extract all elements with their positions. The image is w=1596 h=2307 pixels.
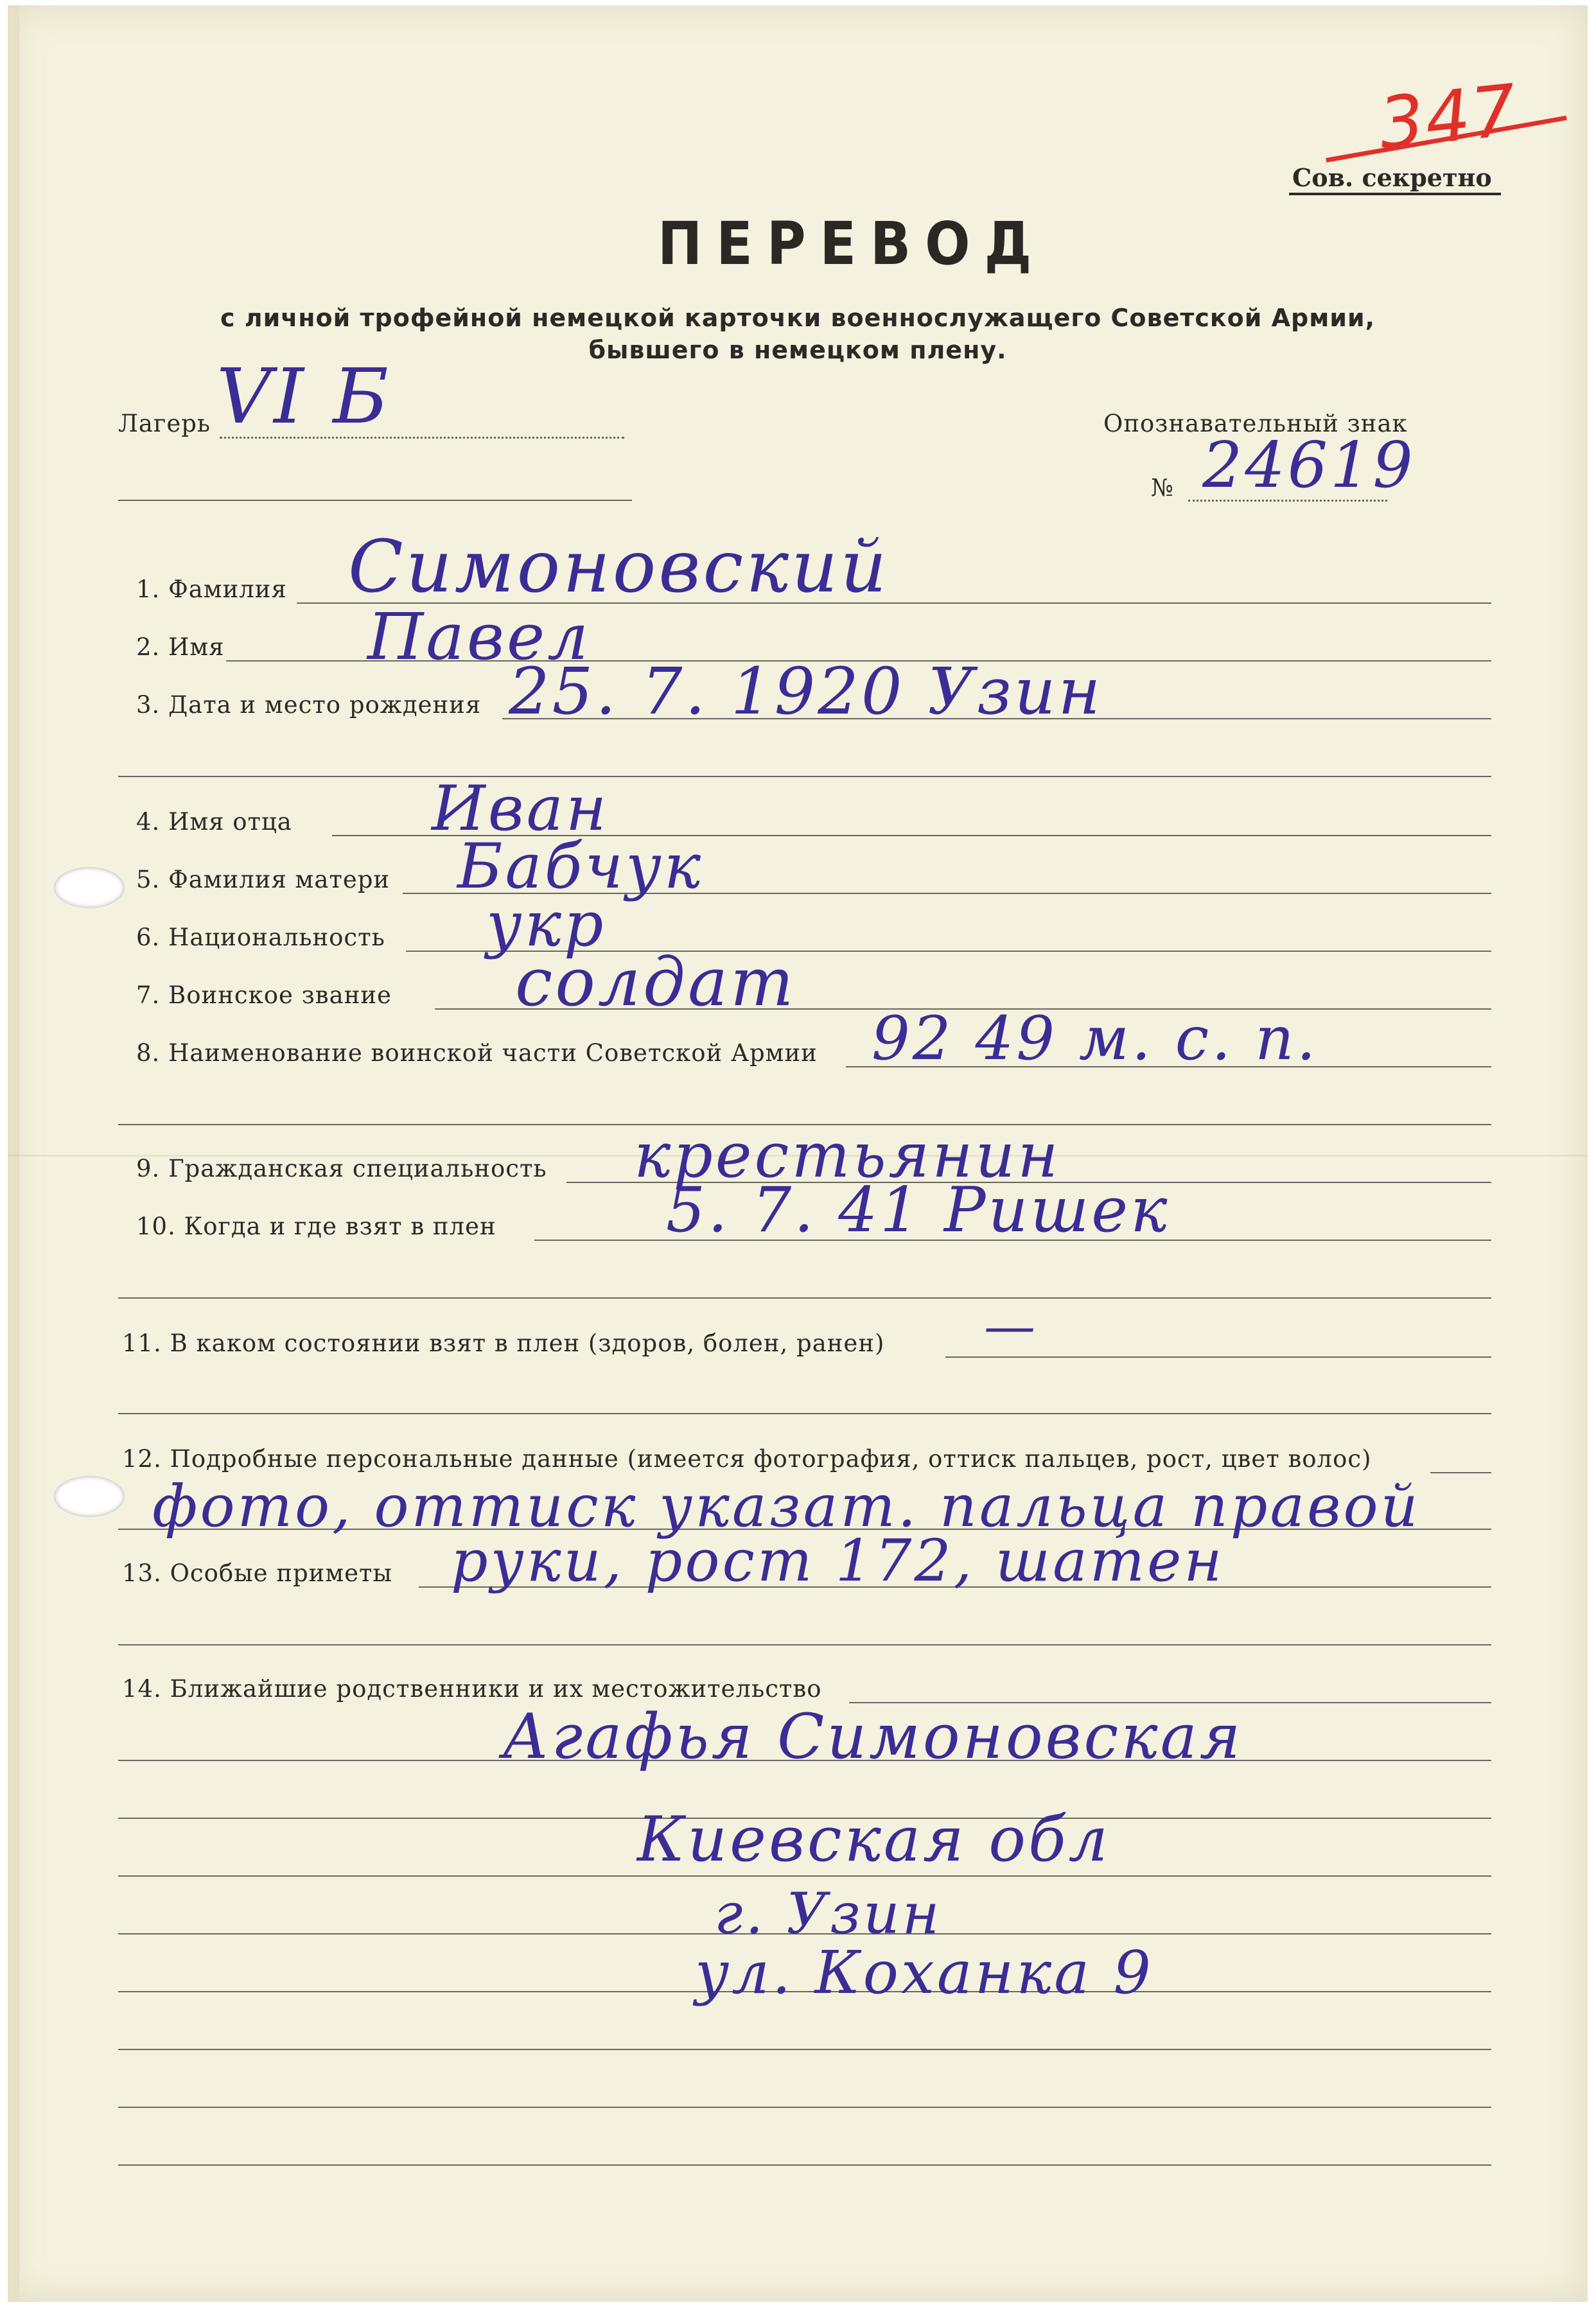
field-11-extra-line: [118, 1413, 1491, 1414]
subtitle-line-1: с личной трофейной немецкой карточки военнослужащего Советской Армии,: [220, 304, 1376, 332]
camp-second-line: [118, 500, 632, 501]
field-13-value: руки, рост 172, шатен: [451, 1527, 1225, 1595]
field-3-value: 25. 7. 1920 Узин: [509, 654, 1103, 729]
camp-value: VI Б: [216, 352, 392, 441]
punch-hole-bottom: [54, 1476, 125, 1517]
field-4-value: Иван: [432, 773, 609, 845]
relatives-line-8: [118, 2164, 1491, 2166]
field-12-label: 12. Подробные персональные данные (имеется фотография, оттиск пальцев, рост, цвет волос): [122, 1445, 1372, 1473]
field-2-value: Павел: [367, 599, 591, 674]
id-no-label: №: [1151, 474, 1175, 502]
field-1-value: Симоновский: [348, 525, 890, 609]
punch-hole-top: [54, 867, 125, 908]
field-13-extra-line: [118, 1644, 1491, 1645]
field-14-label: 14. Ближайшие родственники и их местожительство: [122, 1675, 822, 1703]
field-8-value: 92 49 м. с. п.: [872, 1004, 1319, 1074]
relative-street: ул. Коханка 9: [695, 1938, 1153, 2007]
field-5-value: Бабчук: [457, 830, 704, 902]
field-3-label: 3. Дата и место рождения: [136, 691, 482, 719]
field-10-value: 5. 7. 41 Ришек: [666, 1174, 1170, 1246]
field-7-value: солдат: [515, 943, 796, 1021]
field-10-extra-line: [118, 1297, 1491, 1299]
field-12-line: [1430, 1472, 1491, 1473]
field-7-label: 7. Воинское звание: [136, 981, 392, 1009]
id-tag-value: 24619: [1202, 429, 1416, 502]
camp-label: Лагерь: [118, 410, 211, 437]
relative-region: Киевская обл: [637, 1803, 1110, 1875]
field-12-value: фото, оттиск указат. пальца правой: [152, 1473, 1421, 1540]
field-13-label: 13. Особые приметы: [122, 1559, 392, 1587]
relative-city: г. Узин: [714, 1881, 942, 1947]
field-1-label: 1. Фамилия: [136, 575, 287, 603]
id-tag-label: Опознавательный знак: [1103, 410, 1408, 437]
field-11-line: [945, 1356, 1491, 1358]
secret-label: Сов. секретно: [1292, 163, 1492, 192]
field-3-extra-line: [118, 776, 1491, 777]
document-sheet: [8, 5, 1588, 2302]
document-title: ПЕРЕВОД: [658, 209, 1046, 278]
field-4-label: 4. Имя отца: [136, 808, 292, 836]
relative-name: Агафья Симоновская: [502, 1701, 1243, 1773]
relatives-line-6: [118, 2049, 1491, 2050]
field-10-label: 10. Когда и где взят в плен: [136, 1213, 496, 1240]
relatives-line-3: [118, 1875, 1491, 1877]
field-2-label: 2. Имя: [136, 633, 225, 661]
red-stamp-number: 347: [1374, 69, 1522, 165]
field-9-label: 9. Гражданская специальность: [136, 1155, 547, 1182]
subtitle-line-2: бывшего в немецком плену.: [588, 336, 1007, 364]
field-8-label: 8. Наименование воинской части Советской Армии: [136, 1039, 818, 1067]
relatives-line-7: [118, 2107, 1491, 2108]
field-6-label: 6. Национальность: [136, 924, 385, 951]
secret-underline: [1289, 193, 1501, 195]
field-9-value: крестьянин: [634, 1119, 1061, 1191]
field-11-label: 11. В каком состоянии взят в плен (здоров, болен, ранен): [122, 1329, 885, 1357]
field-6-value: укр: [486, 888, 606, 960]
field-11-value: —: [984, 1296, 1038, 1356]
field-5-label: 5. Фамилия матери: [136, 866, 390, 893]
